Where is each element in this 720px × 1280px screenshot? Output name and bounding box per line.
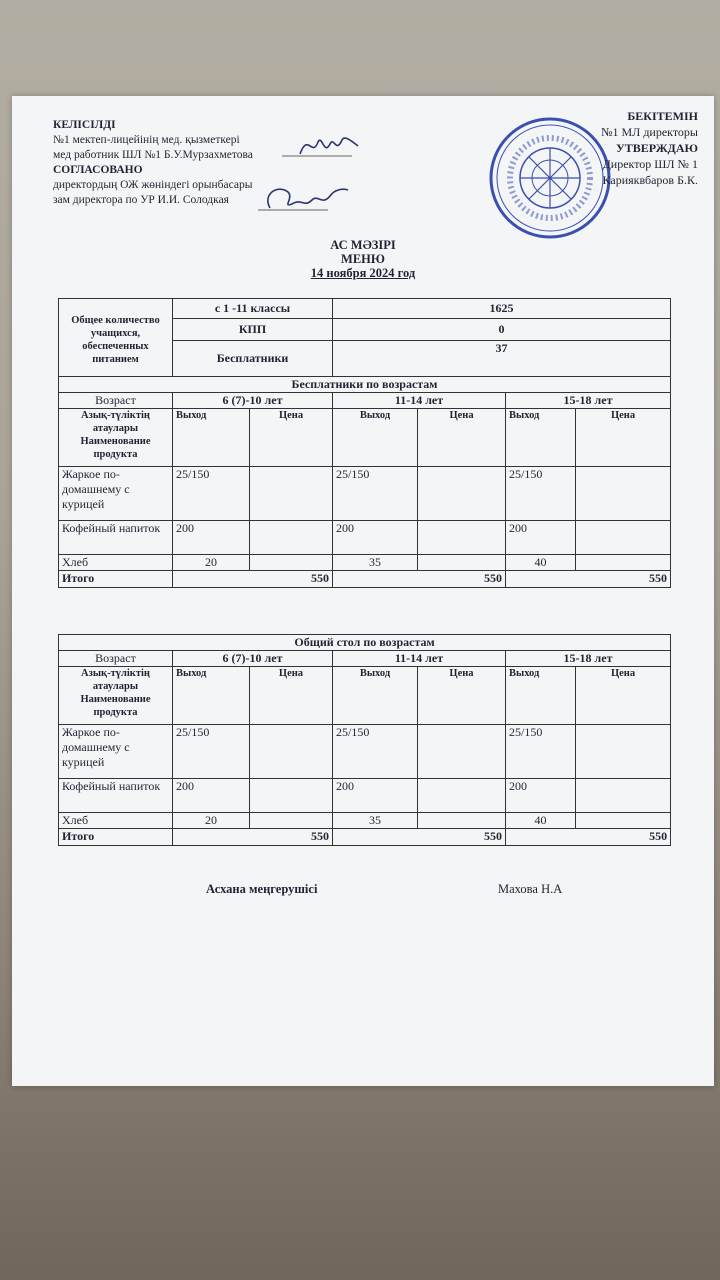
subheader-cell: Выход <box>173 409 250 467</box>
age-label: Возраст <box>59 393 173 409</box>
director-kz: №1 МЛ директоры <box>601 125 698 139</box>
cell: 20 <box>173 813 250 829</box>
subheader-cell: Цена <box>576 409 671 467</box>
cell: 25/150 <box>506 725 576 779</box>
cell: 35 <box>333 813 418 829</box>
cell: 200 <box>173 521 250 555</box>
product-name: Кофейный напиток <box>59 521 173 555</box>
cell <box>250 779 333 813</box>
cell <box>576 521 671 555</box>
cell: 200 <box>333 779 418 813</box>
cell <box>250 521 333 555</box>
subheader-cell: Цена <box>250 667 333 725</box>
cell <box>250 813 333 829</box>
subheader-cell: Цена <box>576 667 671 725</box>
cell <box>576 725 671 779</box>
general-table <box>58 634 671 846</box>
cell <box>250 467 333 521</box>
cell <box>418 555 506 571</box>
caption-row <box>59 377 671 393</box>
age-row <box>59 393 671 409</box>
subheader-row <box>59 409 671 467</box>
approve-kz-label: БЕКІТЕМІН <box>627 109 698 123</box>
summary-name: КПП <box>173 319 333 341</box>
subheader-cell: Цена <box>418 409 506 467</box>
approval-right-block <box>601 108 698 188</box>
age-group: 6 (7)-10 лет <box>173 393 333 409</box>
agreed-kz-label: КЕЛІСІЛДІ <box>53 119 116 131</box>
total-value: 550 <box>173 829 333 846</box>
cell: 25/150 <box>173 467 250 521</box>
summary-value: 37 <box>333 341 671 377</box>
footer-role: Асхана меңгерушісі <box>206 882 318 896</box>
subheader-cell: Цена <box>250 409 333 467</box>
total-value: 550 <box>173 571 333 588</box>
table-row <box>59 725 671 779</box>
total-label: Итого <box>59 571 173 588</box>
cell: 25/150 <box>173 725 250 779</box>
cell: 200 <box>173 779 250 813</box>
summary-value: 1625 <box>333 299 671 319</box>
product-name: Хлеб <box>59 555 173 571</box>
product-name-header: Азық-түліктің атаулары Наименование продукта <box>59 667 173 725</box>
cell: 200 <box>506 521 576 555</box>
age-group: 11-14 лет <box>333 651 506 667</box>
product-name: Жаркое по-домашнему с курицей <box>59 467 173 521</box>
summary-row <box>59 299 671 319</box>
cell: 40 <box>506 555 576 571</box>
cell: 200 <box>333 521 418 555</box>
subheader-cell: Выход <box>333 667 418 725</box>
total-value: 550 <box>333 571 506 588</box>
total-row <box>59 829 671 846</box>
cell: 40 <box>506 813 576 829</box>
med-worker-ru: мед работник ШЛ №1 Б.У.Мурзахметова <box>53 149 253 161</box>
total-row <box>59 571 671 588</box>
product-name-header: Азық-түліктің атаулары Наименование продукта <box>59 409 173 467</box>
cell: 20 <box>173 555 250 571</box>
subheader-cell: Выход <box>506 667 576 725</box>
signature-deputy <box>258 180 358 220</box>
cell <box>250 725 333 779</box>
menu-title-kz: АС МӘЗІРІ <box>330 238 396 252</box>
cell <box>418 467 506 521</box>
deputy-ru: зам директора по УР И.И. Солодкая <box>53 194 229 206</box>
table-row <box>59 555 671 571</box>
agreed-ru-label: СОГЛАСОВАНО <box>53 164 143 176</box>
cell <box>576 467 671 521</box>
cell <box>418 779 506 813</box>
table-row <box>59 779 671 813</box>
signature-medic <box>282 128 372 164</box>
subheader-cell: Выход <box>506 409 576 467</box>
product-name: Жаркое по-домашнему с курицей <box>59 725 173 779</box>
cell: 25/150 <box>506 467 576 521</box>
cell <box>576 813 671 829</box>
cell <box>418 521 506 555</box>
summary-value: 0 <box>333 319 671 341</box>
total-value: 550 <box>333 829 506 846</box>
cell <box>576 779 671 813</box>
cell <box>418 813 506 829</box>
deputy-kz: директордың ОЖ жөніндегі орынбасары <box>53 179 253 191</box>
age-row <box>59 651 671 667</box>
director-name: Карияквбаров Б.К. <box>602 173 698 187</box>
cell: 200 <box>506 779 576 813</box>
subheader-cell: Выход <box>173 667 250 725</box>
product-name: Кофейный напиток <box>59 779 173 813</box>
total-label: Итого <box>59 829 173 846</box>
product-name: Хлеб <box>59 813 173 829</box>
summary-label: Общее количество учащихся, обеспеченных питанием <box>59 299 173 377</box>
age-group: 15-18 лет <box>506 393 671 409</box>
table-caption: Бесплатники по возрастам <box>59 377 671 393</box>
cell: 35 <box>333 555 418 571</box>
cell <box>418 725 506 779</box>
approve-ru-label: УТВЕРЖДАЮ <box>615 141 698 155</box>
med-worker-kz: №1 мектеп-лицейінің мед. қызметкері <box>53 134 240 146</box>
director-ru: Директор ШЛ № 1 <box>602 157 698 171</box>
total-value: 550 <box>506 829 671 846</box>
cell <box>576 555 671 571</box>
cell: 25/150 <box>333 467 418 521</box>
cell <box>250 555 333 571</box>
table-row <box>59 467 671 521</box>
subheader-row <box>59 667 671 725</box>
cell: 25/150 <box>333 725 418 779</box>
total-value: 550 <box>506 571 671 588</box>
age-label: Возраст <box>59 651 173 667</box>
subheader-cell: Выход <box>333 409 418 467</box>
caption-row <box>59 635 671 651</box>
table-caption: Общий стол по возрастам <box>59 635 671 651</box>
table-row <box>59 813 671 829</box>
table-row <box>59 521 671 555</box>
official-seal-stamp <box>488 116 612 245</box>
menu-title-ru: МЕНЮ <box>341 252 385 266</box>
subheader-cell: Цена <box>418 667 506 725</box>
age-group: 11-14 лет <box>333 393 506 409</box>
age-group: 15-18 лет <box>506 651 671 667</box>
document-page <box>12 96 714 1086</box>
approval-left-block <box>53 118 253 208</box>
footer-name: Махова Н.А <box>498 882 563 896</box>
summary-name: с 1 -11 классы <box>173 299 333 319</box>
menu-title <box>12 238 714 280</box>
age-group: 6 (7)-10 лет <box>173 651 333 667</box>
free-meals-table <box>58 298 671 588</box>
menu-date: 14 ноября 2024 год <box>310 266 416 280</box>
summary-name: Бесплатники <box>173 341 333 377</box>
